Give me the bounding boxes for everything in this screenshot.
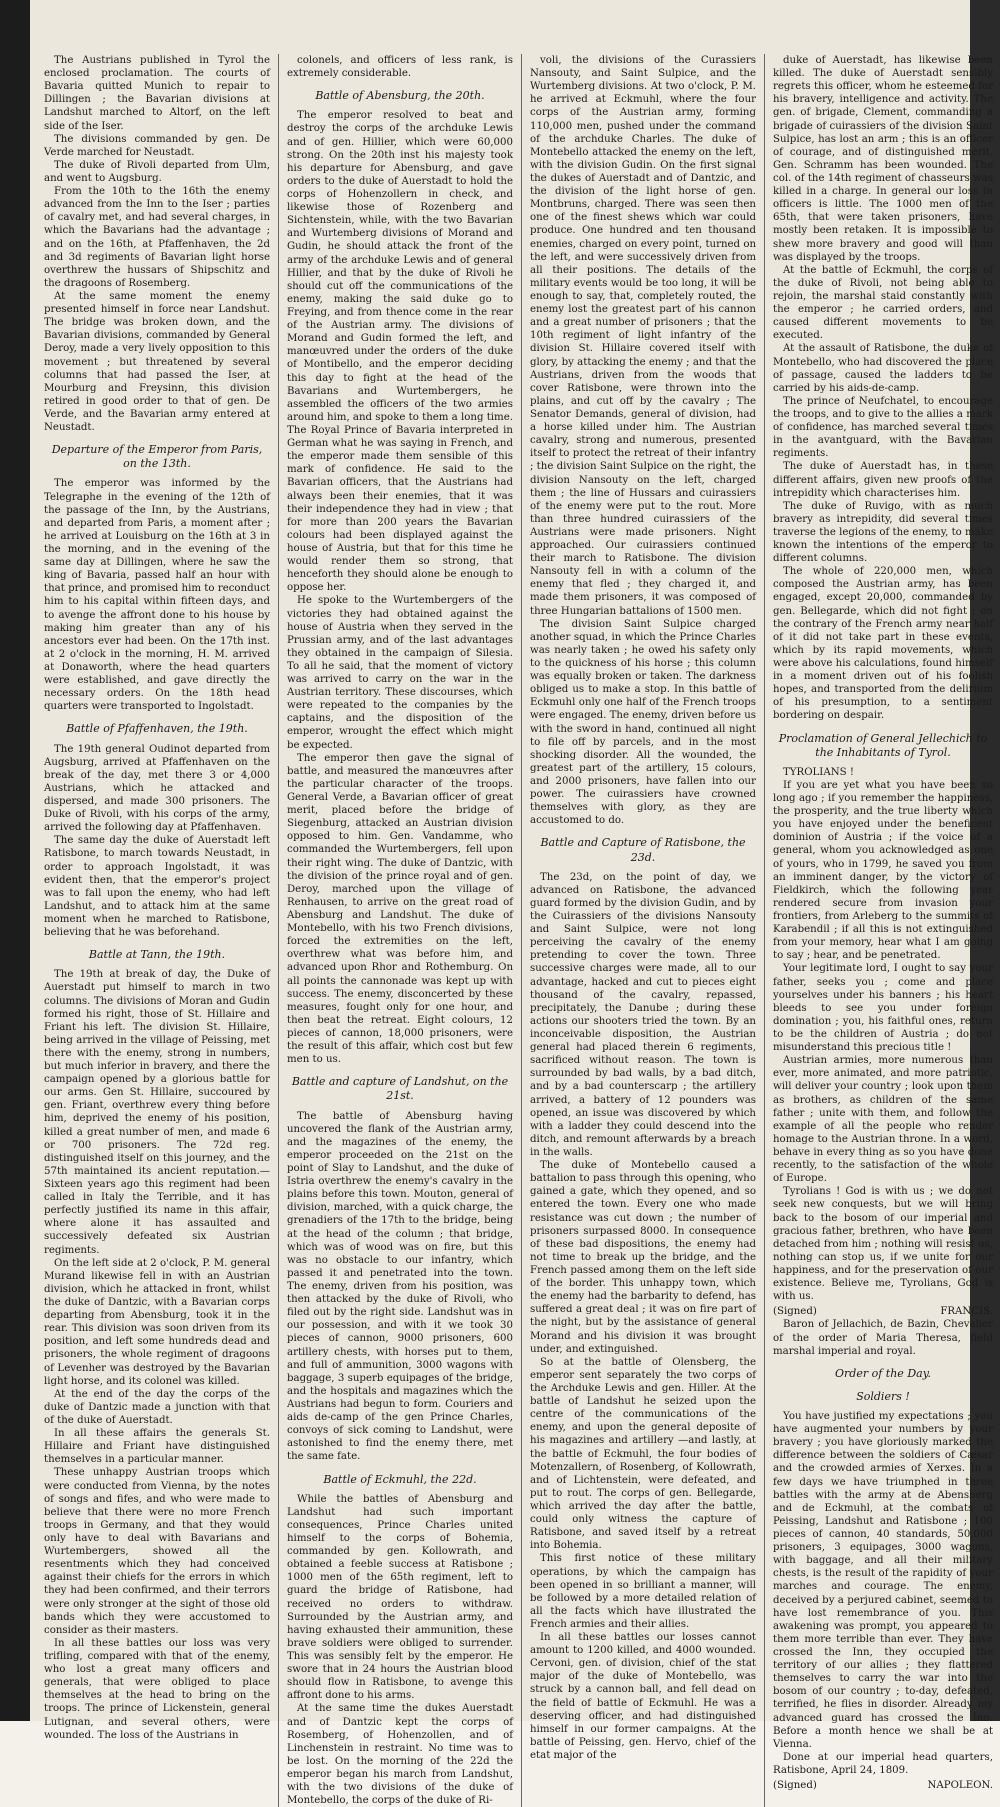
paragraph: At the same time the dukes Auerstadt and of Dantzic kept the corps of Rosemberg, of Hohenzollen, and of Linchenstein in restraint. No time was to be lost. On the morning of the 22d the emperor began his march from Landshut, with the two divisions of the duke of Montebello, the corps of the duke of Ri- [287, 1703, 513, 1807]
paragraph: While the battles of Abensburg and Landshut had such important consequences, Prince Charles united himself to the corps of Bohemia, commanded by gen. Kollowrath, and obtained a feeble success at Ratisbone ; 1000 men of the 65th regiment, left to guard the bridge of Ratisbone, had received no orders to withdraw. Surrounded by the Austrian army, and having exhausted their ammunition, these brave soldiers were obliged to surrender. This was sensibly felt by the emperor. He swore that in 24 hours the Austrian blood should flow in Ratisbone, to avenge this affront done to his arms. [287, 1493, 513, 1702]
paragraph: This first notice of these military operations, by which the campaign has been opened in so brilliant a manner, will be followed by a more detailed relation of all the facts which have illustrated the French armies and their allies. [530, 1553, 756, 1630]
paragraph: voli, the divisions of the Curassiers Nansouty, and Saint Sulpice, and the Wurtemberg divisions. At two o'clock, P. M. he arrived at Eckmuhl, where the four corps of the Austrian army, forming 110,000 men, pushed under the command of the archduke Charles. The duke of Montebello attacked the enemy on the left, with the division Gudin. On the first signal the dukes of Auerstadt and of Dantzic, and the division of the light horse of gen. Montbruns, charged. There was seen then one of the finest shews which war could produce. One hundred and ten thousand enemies, charged on every point, turned on the left, and were successively driven from all their positions. The details of the military events would be too long, it will be enough to say, that, completely routed, the enemy lost the greatest part of his cannon and a great number of prisoners ; that the 10th regiment of light infantry of the division St. Hillaire covered itself with glory, by attacking the enemy ; and that the Austrians, driven from the woods that cover Ratisbone, were thrown into the plains, and cut off by the cavalry ; The Senator Demands, general of division, had a horse killed under him. The Austrian cavalry, strong and numerous, presented itself to protect the retreat of their infantry ; the division Saint Sulpice on the right, the division Nansouty on the left, charged them ; the line of Hussars and cuirassiers of the enemy were put to the rout. More than three hundred cuirassiers of the Austrians were made prisoners. Night approached. Our cuirassiers continued their march to Ratisbone. The division Nansouty fell in with a column of the enemy that fled ; they charged it, and made them prisoners, it was composed of three Hungarian battalions of 1500 men. [530, 55, 757, 617]
article-heading: Battle and capture of Landshut, on the 21st. [291, 1075, 509, 1103]
signature-line [773, 1305, 993, 1318]
paragraph: The 19th at break of day, the Duke of Auerstadt put himself to march in two columns. The divisions of Moran and Gudin formed his right, those of St. Hillaire and Friant his left. The division St. Hillaire, being arrived in the village of Peissing, met there with the enemy, strong in numbers, but much inferior in bravery, and there the campaign opened by a glorious battle for our arms. Gen St. Hillaire, succoured by gen. Friant, overthrew every thing before him, deprived the enemy of his position, killed a great number of men, and made 6 or 700 prisoners. The 72d reg. distinguished itself on this journey, and the 57th maintained its ancient reputation.—Sixteen years ago this regiment had been called in Italy the Terrible, and it has perfectly justified its name in this affair, where alone it has assaulted and successively defeated six Austrian regiments. [44, 969, 270, 1256]
column-1 [44, 54, 270, 1807]
paragraph: The whole of 220,000 men, which composed the Austrian army, has been engaged, except 20,000, commanded by gen. Bellegarde, which did not fight ; on the contrary of the French army near half of it did not take part in these events, which by its rapid movements, which were above his calculations, found himself in a moment driven out of his foolish hopes, and transported from the delirium of his presumption, to a sentiment bordering on despair. [773, 566, 993, 722]
paragraph: The duke of Ruvigo, with as much bravery as intrepidity, did several times traverse the legions of the enemy, to make known the intentions of the emperor to different columns. [773, 500, 993, 565]
signature-line [773, 1779, 993, 1792]
paragraph: The duke of Rivoli departed from Ulm, and went to Augsburg. [44, 159, 270, 184]
paragraph: In all these affairs the generals St. Hillaire and Friant have distinguished themselves in a particular manner. [44, 1428, 270, 1466]
paragraph: You have justified my expectations ; you have augmented your numbers by your bravery ; you have gloriously marked the difference between the soldiers of Cæsar and the crowded armies of Xerxes. In a few days we have triumphed in three battles with the army at de Abensberg and de Eckmuhl, at the combats of Peissing, Landshut and Ratisbone ; 100 pieces of cannon, 40 standards, 50,000 prisoners, 3 equipages, 3000 wagons, with baggage, and all their military chests, is the result of the rapidity of your marches and courage. The enemy, deceived by a perjured cabinet, seemed to have lost remembrance of you. This awakening was prompt, you appeared to them more terrible than ever. They have crossed the Inn, they occupied the territory of our allies ; they flattered themselves to carry the war into the bosom of our country ; to-day, defeated, terrified, he flies in disorder. Already my advanced guard has crossed the Inn. Before a month hence we shall be at Vienna. [773, 1411, 993, 1750]
paragraph: On the left side at 2 o'clock, P. M. general Murand likewise fell in with an Austrian division, which he attacked in front, whilst the duke of Dantzic, with a Bavarian corps departing from Abensburg, took it in the rear. This division was soon driven from its position, and left some hundreds dead and prisoners, the whole regiment of dragoons of Levenher was destroyed by the Bavarian light horse, and its colonel was killed. [44, 1257, 270, 1387]
article-heading: Order of the Day. [835, 1366, 931, 1380]
paragraph: The same day the duke of Auerstadt left Ratisbone, to march towards Neustadt, in order to approach Ingolstadt, it was evident then, that the emperor's project was to fall upon the enemy, who had left Landshut, and to attack him at the same moment when he marched to Ratisbone, believing that he was beforehand. [44, 835, 270, 939]
paragraph: colonels, and officers of less rank, is extremely considerable. [287, 55, 513, 80]
paragraph: The division Saint Sulpice charged another squad, in which the Prince Charles was nearly taken ; he owed his safety only to the quickness of his horse ; this column was equally broken or taken. The darkness obliged us to make a stop. In this battle of Eckmuhl only one half of the French troops were engaged. The enemy, driven before us with the sword in hand, continued all night to file off by parcels, and in the most shocking disorder. All the wounded, the greatest part of the artillery, 15 colours, and 2000 prisoners, have fallen into our power. The cuirassiers have crowned themselves with glory, as they are accustomed to do. [530, 618, 757, 827]
paragraph: The duke of Auerstadt has, in these different affairs, given new proofs of the intrepidity which characterises him. [773, 461, 993, 499]
paragraph: At the end of the day the corps of the duke of Dantzic made a junction with that of the duke of Auerstadt. [44, 1388, 270, 1426]
newspaper-columns [44, 54, 993, 1807]
paragraph: The Austrians published in Tyrol the enclosed proclamation. The courts of Bavaria quitted Munich to repair to Dillingen ; the Bavarian divisions at Landshut marched to Altorf, on the left side of the Iser. [44, 55, 270, 132]
paragraph: The divisions commanded by gen. De Verde marched for Neustadt. [44, 133, 270, 158]
column-rule [764, 54, 765, 1807]
paragraph: From the 10th to the 16th the enemy advanced from the Inn to the Iser ; parties of cavalry met, and had several charges, in which the Bavarians had the advantage ; and on the 16th, at Pfaffenhaven, the 2d and 3d regiments of Bavarian light horse overthrew the hussars of Shipschitz and the dragoons of Rosemberg. [44, 186, 270, 289]
paragraph: At the assault of Ratisbone, the duke of Montebello, who had discovered the place of passage, caused the ladders to be carried by his aids-de-camp. [773, 343, 993, 394]
signatory-name: FRANCIS. [940, 1306, 993, 1318]
paragraph: Your legitimate lord, I ought to say your father, seeks you ; come and place yourselves under his banners ; his heart bleeds to see you under foreign domination ; you, his faithful ones, return to be the children of Austria ; do not misunderstand this precious title ! [773, 963, 993, 1054]
paragraph: The 19th general Oudinot departed from Augsburg, arrived at Pfaffenhaven on the break of the day, met there 3 or 4,000 Austrians, which he attacked and dispersed, and made 300 prisoners. The Duke of Rivoli, with his corps of the army, arrived the following day at Pfaffenhaven. [44, 743, 270, 834]
column-2 [287, 54, 513, 1807]
paragraph: Austrian armies, more numerous than ever, more animated, and more patriotic, will deliver your country ; look upon them as brothers, as children of the same father ; unite with them, and follow the example of all the people who render homage to the Austrian throne. In a word, behave in every thing as so you have done recently, to the satisfaction of the whole of Europe. [773, 1055, 993, 1185]
paragraph: So at the battle of Olensberg, the emperor sent separately the two corps of the Archduke Lewis and gen. Hiller. At the battle of Landshut he seized upon the centre of the communications of the enemy, and upon the general deposite of his magazines and artillery —and lastly, at the battle of Eckmuhl, the four bodies of Motenzallern, of Rosenberg, of Kollowrath, and of Lichtenstein, were defeated, and put to rout. The corps of gen. Bellegarde, which arrived the day after the battle, could only witness the capture of Ratisbone, and saved itself by a retreat into Bohemia. [530, 1356, 756, 1552]
article-heading: Battle of Pfaffenhaven, the 19th. [66, 722, 248, 736]
column-3 [530, 54, 756, 1807]
paragraph: The duke of Montebello caused a battalion to pass through this opening, who gained a gate, which they opened, and so entered the town. Every one who made resistance was cut down ; the number of prisoners surpassed 8000. In consequence of these bad dispositions, the enemy had not time to break up the bridge, and the French passed among them on the left side of the border. This unhappy town, which the enemy had the barbarity to defend, has suffered a great deal ; it was on fire part of the night, but by the assistance of general Morand and his division it was brought under, and extinguished. [530, 1160, 756, 1355]
paragraph: If you are yet what you have been so long ago ; if you remember the happiness, the prosperity, and the true liberty which you have enjoyed under the beneficent dominion of Austria ; if the voice of a general, whom you acknowledged as one of yours, who in 1799, he saved you from an imminent danger, by the victory of Fieldkirch, which the following year rendered secure from invasion your frontiers, from Arleberg to the summits of Karabendil ; if all this is not extinguished from your memory, hear what I am going to say ; hear, and be penetrated. [773, 779, 993, 962]
paragraph: Baron of Jellachich, de Bazin, Chevalier of the order of Maria Theresa, field marshal imperial and royal. [773, 1319, 993, 1357]
article-heading: Battle and Capture of Ratisbone, the 23d. [540, 836, 746, 864]
paragraph: The emperor resolved to beat and destroy the corps of the archduke Lewis and of gen. Hillier, which were 60,000 strong. On the 20th inst his majesty took his departure for Abensburg, and gave orders to the duke of Auerstadt to hold the corps of Hohenzollern in check, and likewise those of Rozenberg and Sichtenstein, while, with the two Bavarian and Wurtemberg divisions of Morand and Gudin, he should attack the front of the army of the archduke Lewis and of general Hillier, and that by the duke of Rivoli he should cut off the communications of the enemy, making the said duke go to Freying, and from thence come in the rear of the Austrian army. The divisions of Morand and Gudin formed the left, and manœuvred under the orders of the duke of Montibello, and the emperor deciding this day to fight at the head of the Bavarians and Wurtembergers, he assembled the officers of the two armies around him, and spoke to them a long time. The Royal Prince of Bavaria interpreted in German what he was saying in French, and the emperor made them sensible of this mark of confidence. He said to the Bavarian officers, that the Austrians had always been their enemies, that it was their independence they had in view ; that for more than 200 years the Bavarian colours had been displayed against the house of Austria, but that for this time he would render them so strong, that henceforth they should alone be enough to oppose her. [287, 110, 513, 594]
signed-label: (Signed) [773, 1306, 817, 1318]
paragraph: The emperor then gave the signal of battle, and measured the manœuvres after the particular character of the troops. General Verde, a Bavarian officer of great merit, placed before the bridge of Siegenburg, attacked an Austrian division opposed to him. Gen. Vandamme, who commanded the Wurtembergers, fell upon their right wing. The duke of Dantzic, with the division of the prince royal and of gen. Deroy, marched upon the village of Renhausen, to arrive on the great road of Abensburg and Landshut. The duke of Montebello, with his two French divisions, forced the extremities on the left, overthrew what was before him, and advanced upon Rhor and Rothemburg. On all points the cannonade was kept up with success. The enemy, disconcerted by these measures, fought only for one hour, and then beat the retreat. Eight colours, 12 pieces of cannon, 18,000 prisoners, were the result of this affair, which cost but few men to us. [287, 752, 513, 1066]
paragraph: The emperor was informed by the Telegraphe in the evening of the 12th of the passage of the Inn, by the Austrians, and departed from Paris, a moment after ; he arrived at Louisburg on the 16th at 3 in the morning, and in the evening of the same day at Dillingen, where he saw the king of Bavaria, passed half an hour with that prince, and promised him to reconduct him to his capital within fifteen days, and to avenge the affront done to his house by making him greater than any of his ancestors ever had been. On the 17th inst. at 2 o'clock in the morning, H. M. arrived at Donaworth, where the head quarters were established, and gave directly the necessary orders. On the 18th head quarters were transported to Ingolstadt. [44, 478, 270, 713]
column-4 [773, 54, 993, 1807]
paragraph: Done at our imperial head quarters, Ratisbone, April 24, 1809. [773, 1751, 993, 1776]
paragraph: The prince of Neufchatel, to encourage the troops, and to give to the allies a mark of confidence, has marched several times in the avantguard, with the Bavarian regiments. [773, 395, 993, 460]
article-heading: Battle of Abensburg, the 20th. [315, 89, 485, 103]
paragraph: Tyrolians ! God is with us ; we do not seek new conquests, but we will bring back to the bosom of our imperial and gracious father, brethren, who have been detached from him ; nothing will resist us, nothing can stop us, if we unite for our happiness, and for the preservation of our existence. Believe me, Tyrolians, God is with us. [773, 1186, 993, 1303]
article-heading: Departure of the Emperor from Paris, on the 13th. [51, 443, 263, 471]
article-heading: Soldiers ! [856, 1389, 910, 1403]
paragraph: In all these battles our loss was very trifling, compared with that of the enemy, who lost a great many officers and generals, that were obliged to place themselves at the head to bring on the troops. The prince of Lickenstein, general Lutignan, and several others, were wounded. The loss of the Austrians in [44, 1637, 270, 1741]
paragraph: The battle of Abensburg having uncovered the flank of the Austrian army, and the magazines of the enemy, the emperor proceeded on the 21st on the point of Slay to Landshut, and the duke of Istria overthrew the enemy's cavalry in the plains before this town. Mouton, general of division, marched, with a quick charge, the grenadiers of the 17th to the bridge, being at the head of the column ; that bridge, which was of wood was on fire, but this was no obstacle to our infantry, which passed it and penetrated into the town. The enemy, driven from his position, was then attacked by the duke of Rivoli, who filed out by the right side. Landshut was in our possession, and with it we took 30 pieces of cannon, 9000 prisoners, 600 artillery chests, with horses put to them, and full of ammunition, 3000 wagons with baggage, 3 superb equipages of the bridge, and the hospitals and magazines which the Austrians had begun to form. Couriers and aids de-camp of the gen Prince Charles, convoys of sick coming to Landshut, were astonished to find the enemy there, met the same fate. [287, 1110, 513, 1463]
column-rule [521, 54, 522, 1807]
paragraph: At the same moment the enemy presented himself in force near Landshut. The bridge was broken down, and the Bavarian divisions, commanded by General Deroy, made a very lively opposition to this movement ; but threatened by several columns that had passed the Iser, at Mourburg and Freysinn, this division retired in good order to that of gen. De Verde, and the Bavarian army entered at Neustadt. [44, 290, 270, 434]
paragraph: He spoke to the Wurtembergers of the victories they had obtained against the house of Austria when they served in the Prussian army, and of the last advantages they obtained in the campaign of Silesia. To all he said, that the moment of victory was arrived to carry on the war in the Austrian territory. These discourses, which were repeated to the companies by the captains, and the disposition of the emperor, wrought the effect which might be expected. [287, 595, 513, 751]
paragraph: duke of Auerstadt, has likewise been killed. The duke of Auerstadt sensibly regrets this officer, whom he esteemed for his bravery, intelligence and activity. The gen. of brigade, Clement, commanding a brigade of cuirassiers of the division Saint Sulpice, has lost an arm ; this is an officer of courage, and of distinguished merit. Gen. Schramm has been wounded. The col. of the 14th regiment of chasseurs was killed in a charge. In general our loss in officers is little. The 1000 men of the 65th, that were taken prisoners, have mostly been retaken. It is impossible to shew more bravery and good will than was displayed by the troops. [773, 55, 993, 263]
paragraph: TYROLIANS ! [783, 766, 854, 778]
paragraph: In all these battles our losses cannot amount to 1200 killed, and 4000 wounded. Cervoni, gen. of division, chief of the stat major of the duke of Montebello, was struck by a cannon ball, and fell dead on the field of battle of Eckmuhl. He was a deserving officer, and had distinguished himself in our former campaigns. At the battle of Peissing, gen. Hervo, chief of the etat major of the [530, 1632, 756, 1762]
paragraph: These unhappy Austrian troops which were conducted from Vienna, by the notes of songs and fifes, and who were made to believe that there were no more French troops in Germany, and that they would only have to deal with Bavarians and Wurtembergers, showed all the resentments which they had conceived against their chiefs for the errors in which they had been confirmed, and their terrors were only stronger at the sight of those old bands which they were accustomed to consider as their masters. [44, 1467, 270, 1636]
column-rule [278, 54, 279, 1807]
paragraph: At the battle of Eckmuhl, the corps of the duke of Rivoli, not being able to rejoin, the marshal staid constantly with the emperor ; he carried orders, and caused different movements to be executed. [773, 264, 993, 342]
article-heading: Proclamation of General Jellechich to the Inhabitants of Tyrol. [778, 731, 988, 759]
signed-label: (Signed) [773, 1780, 817, 1792]
signatory-name: NAPOLEON. [927, 1780, 993, 1792]
article-heading: Battle at Tann, the 19th. [88, 948, 226, 962]
paragraph: The 23d, on the point of day, we advanced on Ratisbone, the advanced guard formed by the division Gudin, and by the Cuirassiers of the divisions Nansouty and Saint Sulpice, were not long perceiving the cavalry of the enemy pretending to cover the town. Three successive charges were made, all to our advantage, hacked and cut to pieces eight thousand of the cavalry, repassed, precipitately, the Danube ; during these actions our shooters tried the town. By an inconceivable disposition, the Austrian general had placed therein 6 regiments, sacrificed without reason. The town is surrounded by bad walls, by a bad ditch, and by a bad counterscarp ; the artillery arrived, a battery of 12 pounders was opened, an issue was discovered by which with a ladder they could descend into the ditch, and remount afterwards by a breach in the walls. [530, 871, 756, 1158]
article-heading: Battle of Eckmuhl, the 22d. [323, 1472, 477, 1486]
